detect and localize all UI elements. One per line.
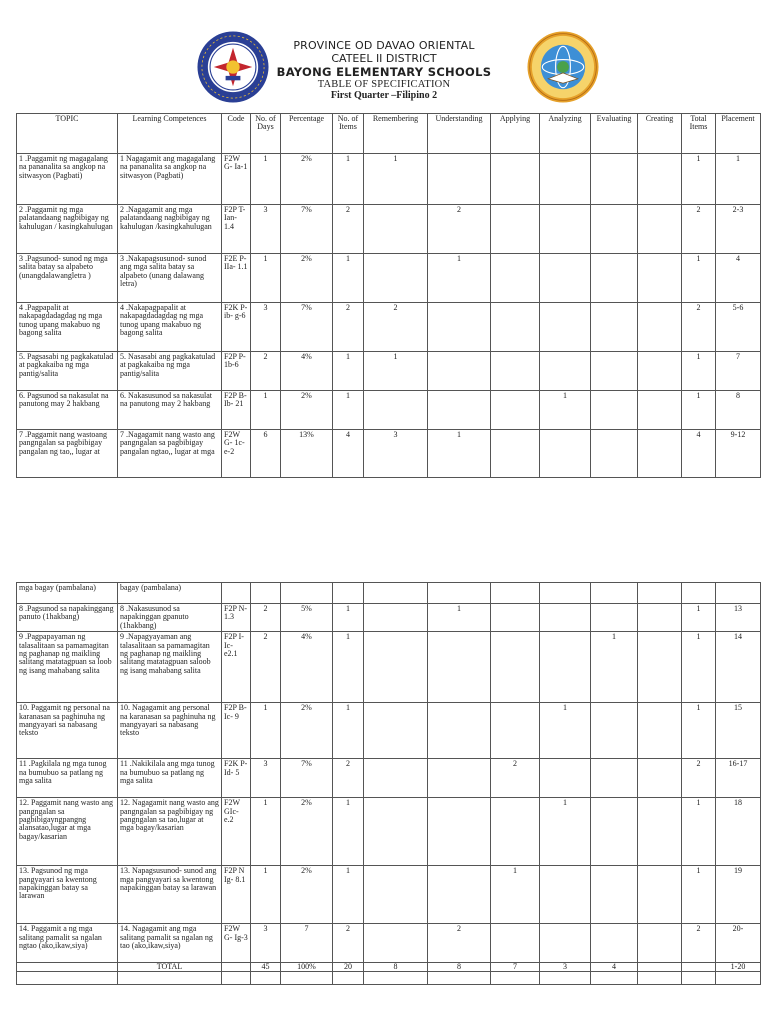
cell-evaluating (591, 583, 638, 604)
cell-topic: 9 .Pagpapayaman ng talasalitaan sa pamamagitan ng paghanap ng maikling salitang matatagpuan sa loob ng isang mahabang salita (17, 632, 118, 703)
cell-creating (638, 632, 682, 703)
cell-evaluating (591, 303, 638, 352)
total-applying: 7 (491, 963, 540, 972)
cell-competence: bagay (pambalana) (118, 583, 222, 604)
cell-placement: 20- (716, 924, 761, 963)
cell-days: 1 (251, 154, 281, 205)
cell-topic: 7 .Paggamit nang wastoang pangngalan sa pagbibigay pangalan ng tao,, lugar at (17, 430, 118, 478)
column-header-percentage: Percentage (281, 114, 333, 154)
column-header-days: No. of Days (251, 114, 281, 154)
cell-competence: 5. Nasasabi ang pagkakatulad at pagkakaiba ng mga pantig/salita (118, 352, 222, 391)
total-items: 20 (333, 963, 364, 972)
cell-analyzing (540, 303, 591, 352)
cell-items: 1 (333, 352, 364, 391)
cell-analyzing: 1 (540, 703, 591, 759)
column-header-remembering: Remembering (364, 114, 428, 154)
cell-understanding: 1 (428, 430, 491, 478)
cell-code: F2K P-Id- 5 (222, 759, 251, 798)
cell-competence: 8 .Nakasusunod sa napakinggan gpanuto (1hakbang) (118, 604, 222, 632)
cell-code (222, 963, 251, 972)
cell-topic: 3 .Pagsunod- sunod ng mga salita batay sa alpabeto (unangdalawangletra ) (17, 254, 118, 303)
cell-creating (638, 703, 682, 759)
cell-remembering (364, 205, 428, 254)
cell-understanding: 2 (428, 924, 491, 963)
cell-understanding (428, 583, 491, 604)
cell-analyzing: 1 (540, 798, 591, 866)
cell-placement: 2-3 (716, 205, 761, 254)
cell-code: F2P B-Ic- 9 (222, 703, 251, 759)
cell-items: 2 (333, 205, 364, 254)
column-header-creating: Creating (638, 114, 682, 154)
cell-total-items: 1 (682, 798, 716, 866)
cell-creating (638, 798, 682, 866)
cell-days: 2 (251, 352, 281, 391)
cell-placement: 19 (716, 866, 761, 924)
cell-percentage: 7% (281, 205, 333, 254)
table-row (17, 352, 761, 391)
cell-analyzing (540, 583, 591, 604)
cell-competence: 11 .Nakikilala ang mga tunog na bumubuo sa patlang ng mga salita (118, 759, 222, 798)
cell-topic: 13. Pagsunod ng mga pangyayari sa kwentong napakinggan batay sa larawan (17, 866, 118, 924)
cell-items: 2 (333, 303, 364, 352)
table-row (17, 759, 761, 798)
cell-understanding (428, 759, 491, 798)
cell-creating (638, 352, 682, 391)
cell-understanding: 2 (428, 205, 491, 254)
cell-evaluating (591, 759, 638, 798)
cell-code: F2K P-ib- g-6 (222, 303, 251, 352)
table-row (17, 254, 761, 303)
table-row (17, 798, 761, 866)
cell-creating (638, 303, 682, 352)
cell-days: 3 (251, 205, 281, 254)
cell-percentage: 7 (281, 924, 333, 963)
document-header (0, 0, 768, 110)
cell-applying (491, 798, 540, 866)
cell-understanding (428, 798, 491, 866)
cell-creating (638, 924, 682, 963)
cell-creating (638, 205, 682, 254)
cell-items: 1 (333, 604, 364, 632)
cell-understanding (428, 154, 491, 205)
cell-total-items: 2 (682, 205, 716, 254)
cell-creating (638, 583, 682, 604)
cell-days: 1 (251, 391, 281, 430)
column-header-analyzing: Analyzing (540, 114, 591, 154)
cell-remembering: 2 (364, 303, 428, 352)
cell-percentage: 7% (281, 759, 333, 798)
cell-days: 3 (251, 759, 281, 798)
cell-placement: 4 (716, 254, 761, 303)
cell-remembering (364, 759, 428, 798)
cell-percentage: 2% (281, 254, 333, 303)
table-header-row (17, 114, 761, 154)
cell-remembering: 3 (364, 430, 428, 478)
table-row (17, 583, 761, 604)
cell-creating (638, 254, 682, 303)
cell-evaluating (591, 604, 638, 632)
cell-items: 1 (333, 632, 364, 703)
totals-label: TOTAL (118, 963, 222, 972)
cell-creating (638, 604, 682, 632)
cell-creating (638, 759, 682, 798)
cell-analyzing (540, 759, 591, 798)
cell-topic: 1 .Paggamit ng magagalang na pananalita sa angkop na sitwasyon (Pagbati) (17, 154, 118, 205)
cell-applying: 1 (491, 866, 540, 924)
cell-total-items: 1 (682, 352, 716, 391)
cell-days: 1 (251, 703, 281, 759)
table-row (17, 866, 761, 924)
empty-row (17, 972, 761, 985)
cell-placement: 14 (716, 632, 761, 703)
cell-analyzing (540, 866, 591, 924)
cell-percentage: 2% (281, 154, 333, 205)
column-header-topic: TOPIC (17, 114, 118, 154)
cell-total-items: 1 (682, 391, 716, 430)
cell-remembering (364, 391, 428, 430)
cell-evaluating (591, 866, 638, 924)
cell-creating (638, 866, 682, 924)
cell-applying (491, 632, 540, 703)
column-header-items: No. of Items (333, 114, 364, 154)
cell-days: 1 (251, 866, 281, 924)
cell-items: 1 (333, 798, 364, 866)
cell-evaluating (591, 391, 638, 430)
cell-days: 2 (251, 632, 281, 703)
cell-creating (638, 154, 682, 205)
cell-code (222, 583, 251, 604)
cell-placement: 5-6 (716, 303, 761, 352)
cell-evaluating (591, 703, 638, 759)
total-remembering: 8 (364, 963, 428, 972)
cell-placement: 18 (716, 798, 761, 866)
cell-applying (491, 703, 540, 759)
cell-placement: 13 (716, 604, 761, 632)
cell-applying (491, 430, 540, 478)
cell-topic: 8 .Pagsunod sa napakinggang panuto (1hakbang) (17, 604, 118, 632)
cell-applying (491, 205, 540, 254)
cell-competence: 4 .Nakapagpapalit at nakapagdadagdag ng mga tunog upang makabuo ng bagong salita (118, 303, 222, 352)
cell-analyzing (540, 430, 591, 478)
cell-placement: 7 (716, 352, 761, 391)
cell-analyzing (540, 254, 591, 303)
cell-code: F2P N- 1.3 (222, 604, 251, 632)
cell-percentage: 5% (281, 604, 333, 632)
cell-code: F2E P- IIa- 1.1 (222, 254, 251, 303)
cell-items: 1 (333, 154, 364, 205)
cell-understanding: 1 (428, 604, 491, 632)
cell-evaluating: 1 (591, 632, 638, 703)
cell-placement: 8 (716, 391, 761, 430)
cell-code: F2W G- Ig-3 (222, 924, 251, 963)
cell-remembering: 1 (364, 154, 428, 205)
specification-table-continued (16, 582, 761, 985)
cell-applying (491, 154, 540, 205)
cell-percentage: 4% (281, 632, 333, 703)
column-header-total: Total Items (682, 114, 716, 154)
cell-understanding (428, 352, 491, 391)
cell-analyzing (540, 604, 591, 632)
cell-days: 1 (251, 798, 281, 866)
total-understanding: 8 (428, 963, 491, 972)
column-header-applying: Applying (491, 114, 540, 154)
table-row (17, 604, 761, 632)
cell-remembering (364, 866, 428, 924)
cell-topic (17, 963, 118, 972)
cell-topic: 11 .Pagkilala ng mga tunog na bumubuo sa patlang ng mga salita (17, 759, 118, 798)
cell-competence: 3 .Nakapagsusunod- sunod ang mga salita batay sa alpabeto (unang dalawang letra) (118, 254, 222, 303)
cell-items: 4 (333, 430, 364, 478)
cell-total-items: 1 (682, 604, 716, 632)
cell-evaluating (591, 154, 638, 205)
document-title: TABLE OF SPECIFICATION (317, 79, 451, 90)
district-name: CATEEL II DISTRICT (331, 52, 437, 65)
cell-percentage: 13% (281, 430, 333, 478)
cell-total-items: 2 (682, 924, 716, 963)
cell-evaluating (591, 205, 638, 254)
cell-code: F2P P- 1b-6 (222, 352, 251, 391)
total-days: 45 (251, 963, 281, 972)
cell-applying: 2 (491, 759, 540, 798)
table-row (17, 924, 761, 963)
cell-remembering (364, 604, 428, 632)
cell-items: 2 (333, 924, 364, 963)
cell-items: 1 (333, 866, 364, 924)
total-total-items (682, 963, 716, 972)
cell-competence: 1 Nagagamit ang magagalang na pananalita sa angkop na sitwasyon (Pagbati) (118, 154, 222, 205)
cell-total-items: 2 (682, 759, 716, 798)
cell-evaluating (591, 430, 638, 478)
cell-days (251, 583, 281, 604)
cell-applying (491, 924, 540, 963)
cell-applying (491, 254, 540, 303)
cell-total-items: 1 (682, 703, 716, 759)
cell-competence: 9 .Napagyayaman ang talasalitaan sa pamamagitan ng paghanap ng maikling salitang matatagpuan saloob ng isang mahabang salita (118, 632, 222, 703)
cell-topic: 10. Paggamit ng personal na karanasan sa paghinuha ng mangyayari sa nabasang teksto (17, 703, 118, 759)
cell-competence: 6. Nakasusunod sa nakasulat na panutong may 2 hakbang (118, 391, 222, 430)
cell-items: 1 (333, 391, 364, 430)
cell-items: 2 (333, 759, 364, 798)
cell-days: 1 (251, 254, 281, 303)
cell-placement: 1 (716, 154, 761, 205)
cell-topic: 12. Paggamit nang wasto ang pangngalan sa pagbibigayngpangng alansatao,lugar at mga bagay/kasarian (17, 798, 118, 866)
table-row (17, 154, 761, 205)
cell-analyzing (540, 632, 591, 703)
province-name: PROVINCE OD DAVAO ORIENTAL (293, 39, 475, 52)
cell-percentage: 7% (281, 303, 333, 352)
cell-analyzing (540, 352, 591, 391)
cell-understanding: 1 (428, 254, 491, 303)
cell-code: F2W GIc- e.2 (222, 798, 251, 866)
cell-creating (638, 391, 682, 430)
cell-remembering (364, 632, 428, 703)
cell-code: F2P N Ig- 8.1 (222, 866, 251, 924)
cell-understanding (428, 866, 491, 924)
cell-total-items: 1 (682, 632, 716, 703)
cell-evaluating (591, 798, 638, 866)
cell-percentage: 2% (281, 866, 333, 924)
cell-remembering (364, 798, 428, 866)
cell-total-items: 2 (682, 303, 716, 352)
total-placement: 1-20 (716, 963, 761, 972)
cell-items (333, 583, 364, 604)
table-row (17, 205, 761, 254)
specification-table (16, 113, 761, 478)
table-row (17, 703, 761, 759)
table-row (17, 303, 761, 352)
cell-days: 2 (251, 604, 281, 632)
cell-items: 1 (333, 703, 364, 759)
cell-days: 3 (251, 924, 281, 963)
cell-items: 1 (333, 254, 364, 303)
cell-remembering: 1 (364, 352, 428, 391)
total-analyzing: 3 (540, 963, 591, 972)
cell-days: 6 (251, 430, 281, 478)
cell-competence: 13. Napagsusunod- sunod ang mga pangyayari sa kwentong napakinggan batay sa larawan (118, 866, 222, 924)
cell-applying (491, 352, 540, 391)
column-header-code: Code (222, 114, 251, 154)
cell-creating (638, 430, 682, 478)
cell-analyzing: 1 (540, 391, 591, 430)
cell-topic: 2 .Paggamit ng mga palatandaang nagbibigay ng kahulugan / kasingkahulugan (17, 205, 118, 254)
cell-placement: 9-12 (716, 430, 761, 478)
cell-applying (491, 604, 540, 632)
table-row (17, 632, 761, 703)
cell-analyzing (540, 924, 591, 963)
cell-total-items: 1 (682, 154, 716, 205)
cell-percentage: 4% (281, 352, 333, 391)
cell-topic: 14. Paggamit a ng mga salitang pamalit sa ngalan ngtao (ako,ikaw,siya) (17, 924, 118, 963)
cell-evaluating (591, 352, 638, 391)
cell-competence: 10. Nagagamit ang personal na karanasan sa paghinuha ng mangyayari sa nabasang teksto (118, 703, 222, 759)
cell-percentage (281, 583, 333, 604)
cell-topic: 5. Pagsasabi ng pagkakatulad at pagkakaiba ng mga pantig/salita (17, 352, 118, 391)
cell-understanding (428, 391, 491, 430)
cell-competence: 7 .Nagagamit nang wasto ang pangngalan sa pagbibigay pangalan ngtao,, lugar at mga (118, 430, 222, 478)
column-header-placement: Placement (716, 114, 761, 154)
cell-evaluating (591, 924, 638, 963)
cell-competence: 12. Nagagamit nang wasto ang pangngalan sa pagbibigay ng pangngalan sa tao,lugar at mga bagay/kasarian (118, 798, 222, 866)
cell-code: F2W G- 1c- e-2 (222, 430, 251, 478)
cell-placement: 15 (716, 703, 761, 759)
cell-code: F2P B- Ib- 21 (222, 391, 251, 430)
cell-remembering (364, 254, 428, 303)
cell-total-items: 4 (682, 430, 716, 478)
document-subtitle: First Quarter –Filipino 2 (330, 90, 438, 101)
cell-applying (491, 391, 540, 430)
cell-topic: mga bagay (pambalana) (17, 583, 118, 604)
cell-total-items: 1 (682, 866, 716, 924)
cell-understanding (428, 632, 491, 703)
cell-total-items (682, 583, 716, 604)
cell-days: 3 (251, 303, 281, 352)
total-percentage: 100% (281, 963, 333, 972)
table-row (17, 391, 761, 430)
cell-analyzing (540, 154, 591, 205)
cell-understanding (428, 303, 491, 352)
column-header-understanding: Understanding (428, 114, 491, 154)
column-header-evaluating: Evaluating (591, 114, 638, 154)
cell-percentage: 2% (281, 798, 333, 866)
totals-row (17, 963, 761, 972)
cell-percentage: 2% (281, 703, 333, 759)
cell-percentage: 2% (281, 391, 333, 430)
cell-topic: 6. Pagsunod sa nakasulat na panutong may 2 hakbang (17, 391, 118, 430)
cell-understanding (428, 703, 491, 759)
cell-evaluating (591, 254, 638, 303)
cell-code: F2P T- Ian- 1.4 (222, 205, 251, 254)
table-row (17, 430, 761, 478)
cell-applying (491, 303, 540, 352)
cell-total-items: 1 (682, 254, 716, 303)
column-header-competence: Learning Competences (118, 114, 222, 154)
cell-analyzing (540, 205, 591, 254)
cell-placement (716, 583, 761, 604)
cell-code: F2P I-Ic- e2.1 (222, 632, 251, 703)
cell-applying (491, 583, 540, 604)
cell-topic: 4 .Pagpapalit at nakapagdadagdag ng mga tunog upang makabuo ng bagong salita (17, 303, 118, 352)
total-evaluating: 4 (591, 963, 638, 972)
cell-remembering (364, 583, 428, 604)
cell-remembering (364, 924, 428, 963)
total-creating (638, 963, 682, 972)
school-name: BAYONG ELEMENTARY SCHOOLS (276, 65, 492, 79)
cell-placement: 16-17 (716, 759, 761, 798)
cell-code: F2W G- Ia-1 (222, 154, 251, 205)
cell-competence: 14. Nagagamit ang mga salitang pamalit sa ngalan ng tao (ako,ikaw,siya) (118, 924, 222, 963)
cell-competence: 2 .Nagagamit ang mga palatandaang nagbibigay ng kahulugan /kasingkahulugan (118, 205, 222, 254)
cell-remembering (364, 703, 428, 759)
